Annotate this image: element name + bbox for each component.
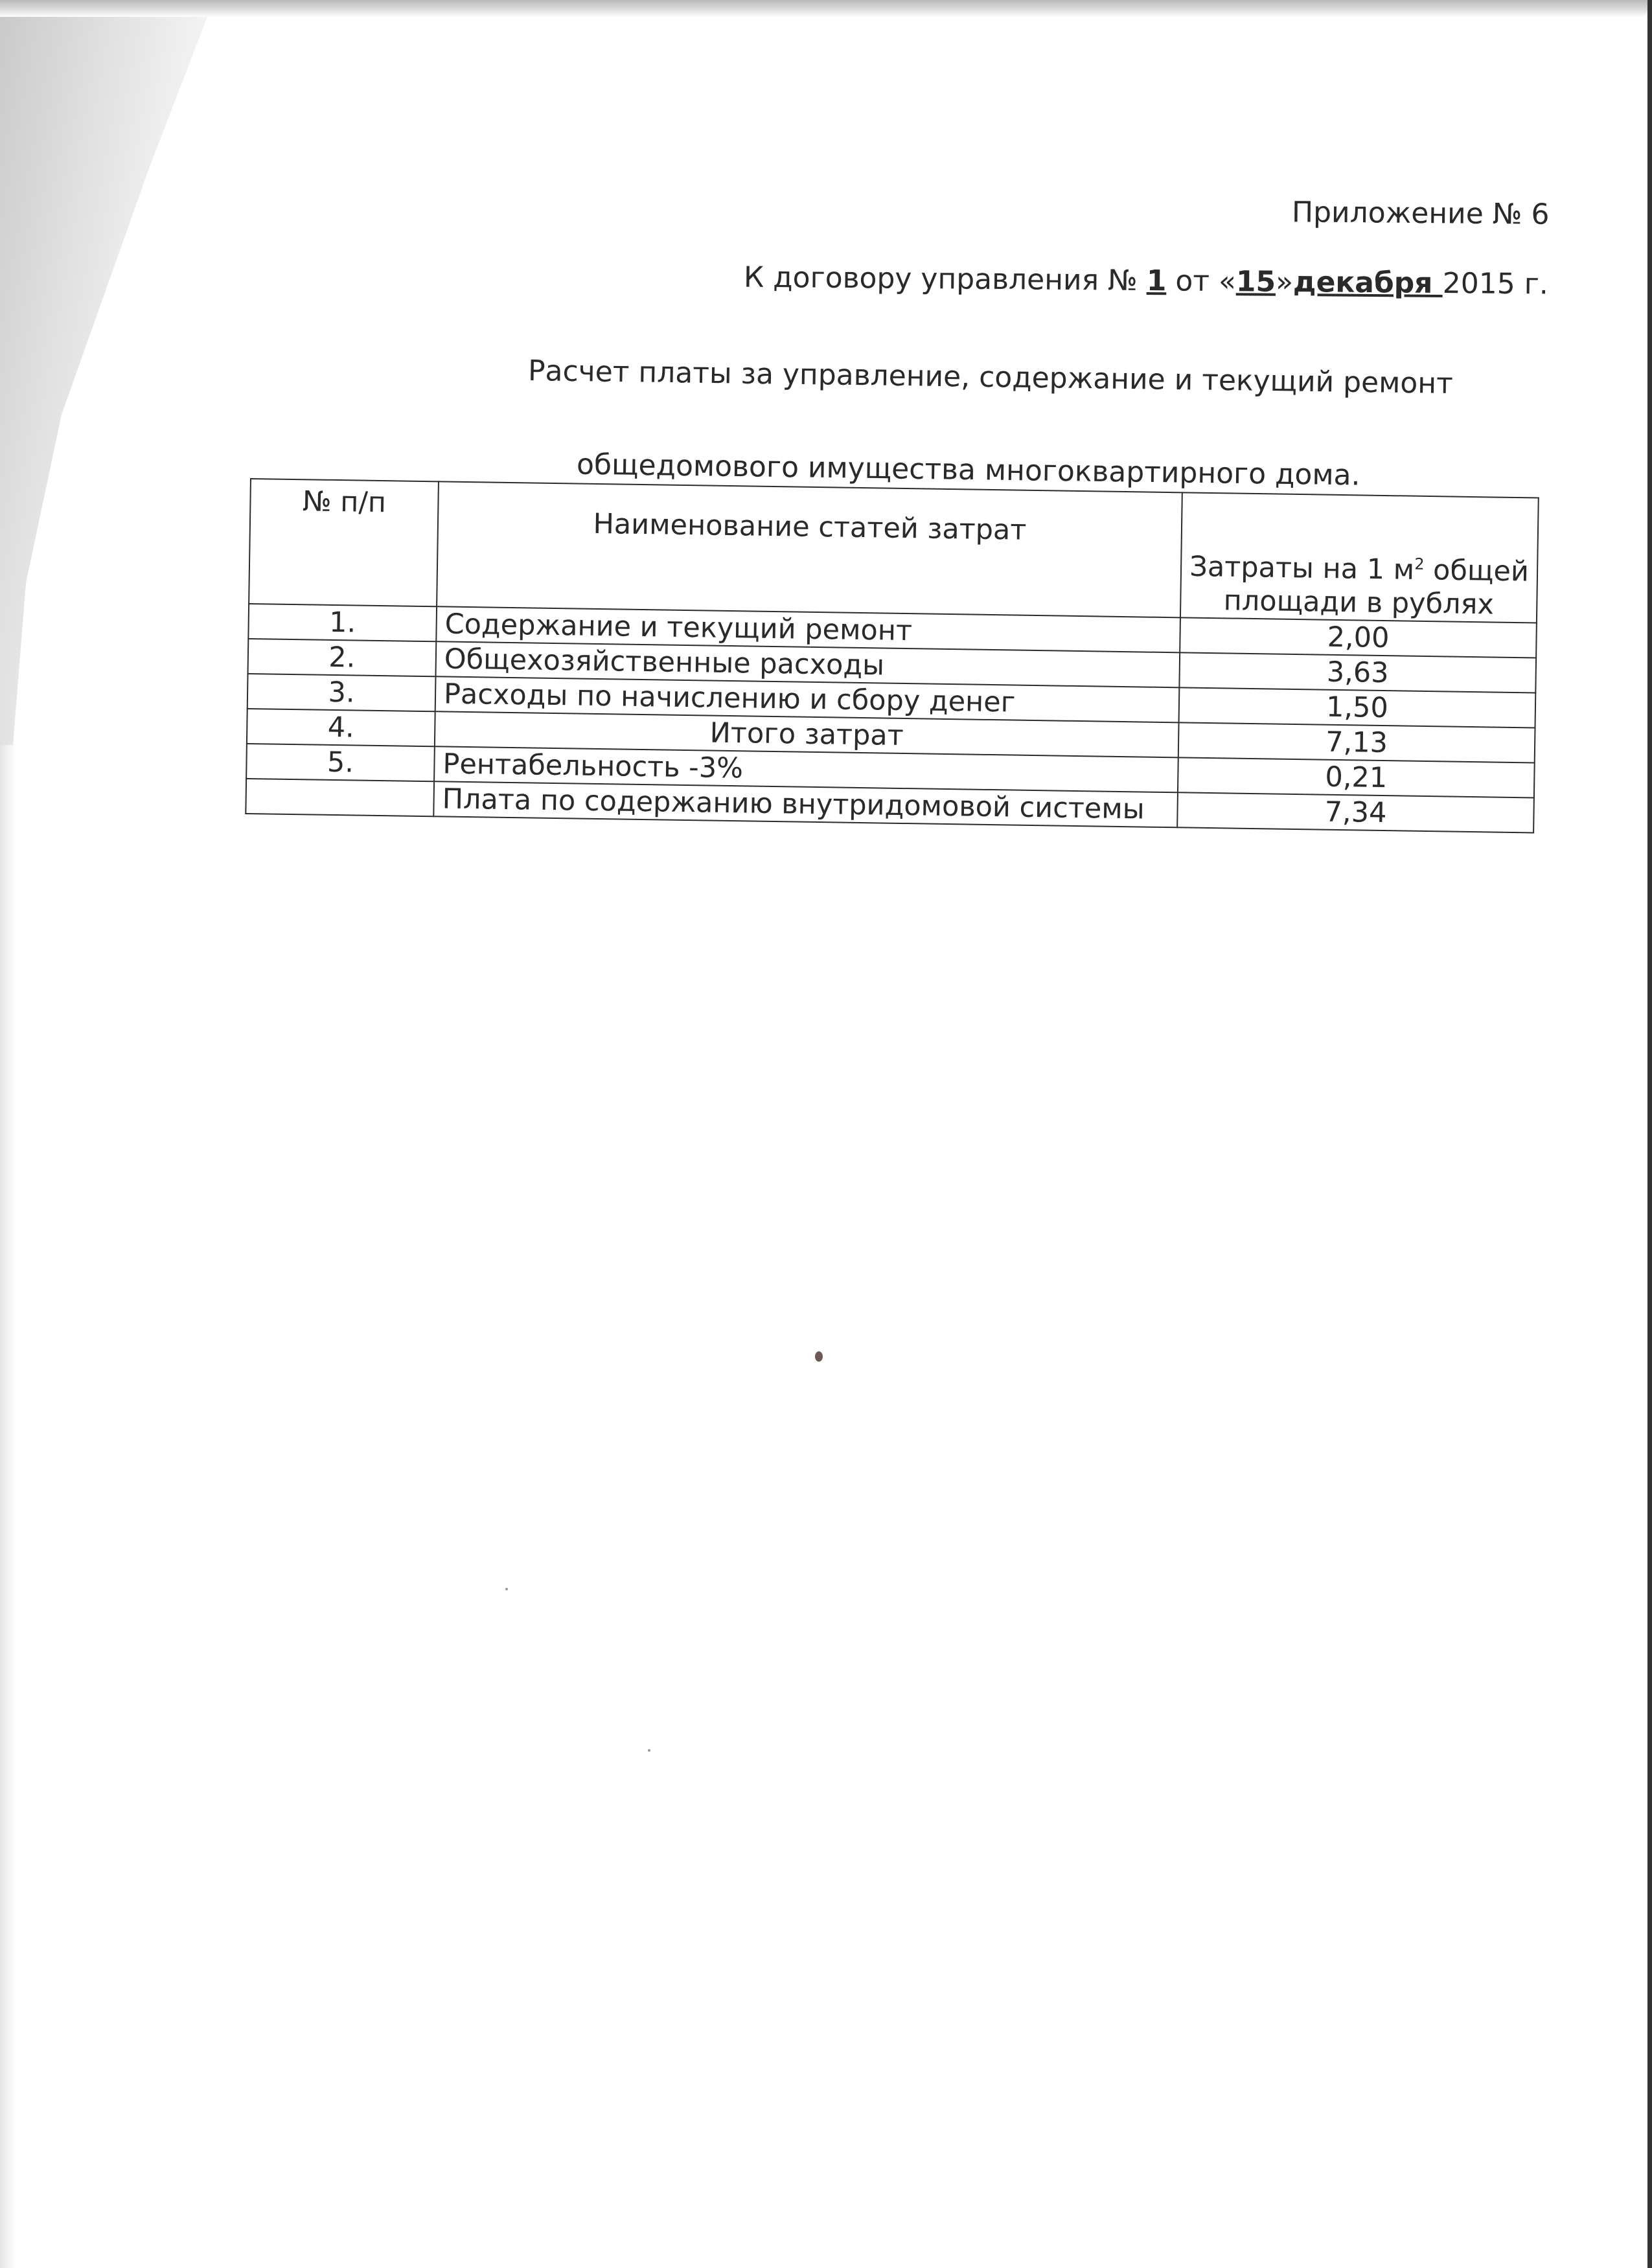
header-cost-tail: общей xyxy=(1424,554,1530,588)
row-cost: 0,21 xyxy=(1178,758,1535,798)
header-cost-sup: 2 xyxy=(1414,555,1425,573)
document-title-line1: Расчет платы за управление, содержание и текущий ремонт xyxy=(527,354,1454,400)
cost-table-container xyxy=(245,478,1537,834)
header-cost xyxy=(1180,492,1539,623)
appendix-label: Приложение № 6 xyxy=(1292,196,1550,231)
row-cost: 1,50 xyxy=(1179,688,1536,728)
row-number: 4. xyxy=(247,709,435,746)
row-cost: 7,13 xyxy=(1178,723,1535,763)
scan-speck xyxy=(648,1749,650,1752)
row-number: 5. xyxy=(246,744,435,781)
scan-top-edge xyxy=(0,0,1652,17)
header-number: № п/п xyxy=(249,479,439,607)
scan-speck xyxy=(505,1588,508,1590)
scan-folded-corner xyxy=(0,0,214,745)
row-cost: 7,34 xyxy=(1177,793,1534,833)
scan-speck xyxy=(815,1351,823,1362)
row-name: Содержание и текущий ремонт xyxy=(436,607,1180,653)
row-number: 1. xyxy=(248,604,437,641)
row-name: Рентабельность -3% xyxy=(434,747,1178,793)
contract-from: от « xyxy=(1166,264,1237,299)
header-name: Наименование статей затрат xyxy=(437,481,1182,617)
header-cost-main: Затраты на 1 м xyxy=(1189,550,1415,587)
scan-right-edge xyxy=(1647,0,1652,2268)
row-name: Общехозяйственные расходы xyxy=(435,642,1180,688)
row-number xyxy=(246,779,434,816)
row-name: Итого затрат xyxy=(435,712,1179,758)
contract-reference xyxy=(744,260,1548,303)
contract-day: 15 xyxy=(1235,265,1276,299)
row-number: 2. xyxy=(248,639,437,676)
table-header-row xyxy=(249,479,1539,623)
row-number: 3. xyxy=(247,674,436,711)
header-cost-line2: площади в рублях xyxy=(1223,584,1495,621)
contract-number: 1 xyxy=(1146,264,1167,298)
row-name: Расходы по начислению и сбору денег xyxy=(435,677,1180,723)
contract-month: декабря xyxy=(1292,265,1443,300)
contract-year: 2015 г. xyxy=(1442,266,1549,301)
row-cost: 3,63 xyxy=(1179,653,1536,693)
contract-prefix: К договору управления № xyxy=(743,260,1147,298)
document-title-line2: общедомового имущества многоквартирного дома. xyxy=(576,448,1360,492)
contract-quote-close: » xyxy=(1276,265,1294,299)
row-name: Плата по содержанию внутридомовой системы xyxy=(433,782,1178,828)
row-cost: 2,00 xyxy=(1180,618,1537,658)
cost-table xyxy=(245,478,1539,834)
